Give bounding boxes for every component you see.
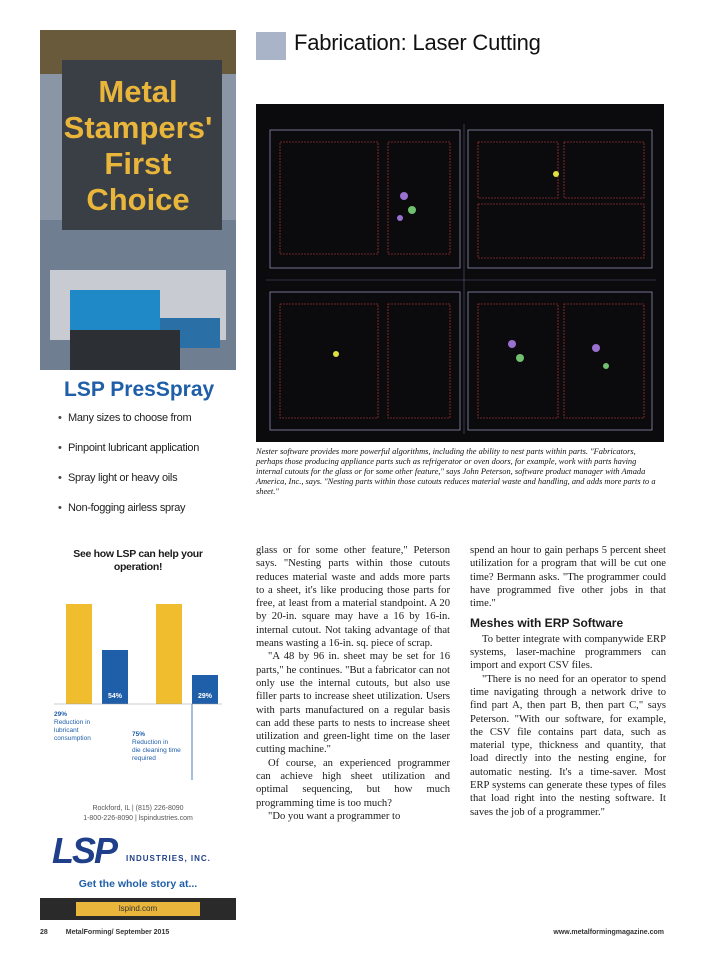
- footer-left: [40, 929, 169, 936]
- ad-url-bar[interactable]: [40, 898, 236, 920]
- ad-feature-item: • Pinpoint lubricant application: [58, 442, 200, 454]
- ad-contact-line: 1-800-226-8090 | lspindustries.com: [83, 815, 193, 822]
- ad-feature-item: • Non-fogging airless spray: [58, 502, 186, 514]
- article-paragraph: Of course, an experienced programmer can achieve high sheet utilization and optimal sequencing, but how much programming time is too much?: [256, 757, 450, 809]
- ad-feature-text: Many sizes to choose from: [68, 412, 192, 424]
- ad-cta-line: See how LSP can help your: [73, 548, 203, 560]
- article-subhead: Meshes with ERP Software: [470, 616, 624, 631]
- lsp-logo: [52, 832, 228, 870]
- article-paragraph: spend an hour to gain perhaps 5 percent sheet utilization for a program that will be cut one time? Bermann asks. "The programmer could have programmed five other jobs in that time.": [470, 545, 666, 610]
- chart-annotation: Reduction in: [54, 719, 91, 726]
- chart-annotation: 75%: [132, 731, 146, 738]
- ad-url-text[interactable]: lspind.com: [76, 902, 200, 916]
- chart-bar: [66, 604, 92, 704]
- section-marker: [256, 32, 286, 60]
- ad-headline-line: Metal: [98, 74, 178, 109]
- article-paragraph: To better integrate with companywide ERP systems, laser-machine programmers can import and export CSV files.: [470, 633, 666, 672]
- ad-headline-line: Stampers': [63, 110, 213, 145]
- chart-annotation: required: [132, 755, 156, 762]
- advertisement: [40, 30, 236, 922]
- article-paragraph: glass or for some other feature," Peterson says. "Nesting parts within those cutouts reduces material waste and adds more parts to a sheet, it's like producing those parts for free, at least from a material standpoint. A 20 by 20-in. square may have a 16 by 16-in. internal cutout. Not taking advantage of that means wasting a 16-in. sq. piece of scrap.: [256, 545, 450, 650]
- ad-cta-line: operation!: [113, 561, 163, 573]
- ad-call-to-action: [40, 548, 236, 574]
- ad-bar-chart: [40, 590, 236, 780]
- chart-annotation: die cleaning time: [132, 747, 181, 754]
- ad-feature-text: Pinpoint lubricant application: [68, 442, 200, 454]
- article-column-1: [256, 544, 450, 823]
- nesting-software-screenshot: [256, 104, 664, 442]
- lsp-logo-text: LSP: [52, 830, 117, 871]
- chart-bar-label: 54%: [107, 693, 123, 700]
- article-paragraph: "Do you want a programmer to: [268, 810, 401, 822]
- chart-annotation: consumption: [54, 735, 91, 742]
- ad-product-name: LSP PresSpray: [64, 378, 215, 401]
- chart-bar: [156, 604, 182, 704]
- chart-annotation: lubricant: [54, 727, 79, 734]
- ad-feature-list: [58, 412, 236, 532]
- section-title: Fabrication: Laser Cutting: [294, 30, 541, 55]
- ad-headline-line: First: [104, 146, 172, 181]
- ad-feature-item: • Many sizes to choose from: [58, 412, 192, 424]
- footer-website[interactable]: www.metalformingmagazine.com: [553, 929, 664, 936]
- chart-bar-label: 29%: [197, 693, 213, 700]
- chart-annotation: Reduction in: [132, 739, 169, 746]
- article-paragraph: "A 48 by 96 in. sheet may be set for 16 parts," he continues. "But a fabricator can not only use the internal cutouts, but also use filler parts to increase sheet utilization. Users with parts manufactured on a regular basis can add these parts to nests to increase sheet utilization and green-light time on the laser cutting machine.": [256, 651, 450, 756]
- ad-headline: [40, 74, 236, 218]
- ad-feature-text: Non-fogging airless spray: [68, 502, 186, 514]
- ad-contact-line: Rockford, IL | (815) 226-8090: [92, 805, 184, 812]
- ad-headline-line: Choice: [86, 182, 190, 217]
- article-paragraph: "There is no need for an operator to spend time navigating through a network drive to find part A, then part B, then part C," says Peterson. "With our software, for example, the CSV file contains part data, such as material type, thickness and quantity, that load directly into the nesting engine, for automatic nesting. It's a time-saver. Most ERP systems can generate these types of files that load right into the nesting software. It saves the job of a programmer.": [470, 673, 666, 818]
- ad-feature-text: Spray light or heavy oils: [68, 472, 178, 484]
- lsp-logo-subtext: INDUSTRIES, INC.: [126, 854, 211, 863]
- ad-feature-item: • Spray light or heavy oils: [58, 472, 178, 484]
- ad-contact-info: [40, 804, 236, 824]
- page-number: 28: [40, 929, 48, 936]
- chart-annotation: 29%: [54, 711, 68, 718]
- figure-caption: Nester software provides more powerful algorithms, including the ability to nest parts within parts. "Fabricators, perhaps those producing appliance parts such as refrigerator or oven doors, for example, work with parts having internal cutouts for the glass or for some other feature," says John Peterson, software product manager with Amada America, Inc., says. "Nesting parts within those cutouts reduces material waste and handling, and adds more parts to a sheet.": [256, 447, 656, 496]
- ad-story-link[interactable]: Get the whole story at...: [78, 878, 198, 890]
- issue-label: MetalForming/ September 2015: [65, 929, 170, 936]
- article-column-2: [470, 544, 666, 819]
